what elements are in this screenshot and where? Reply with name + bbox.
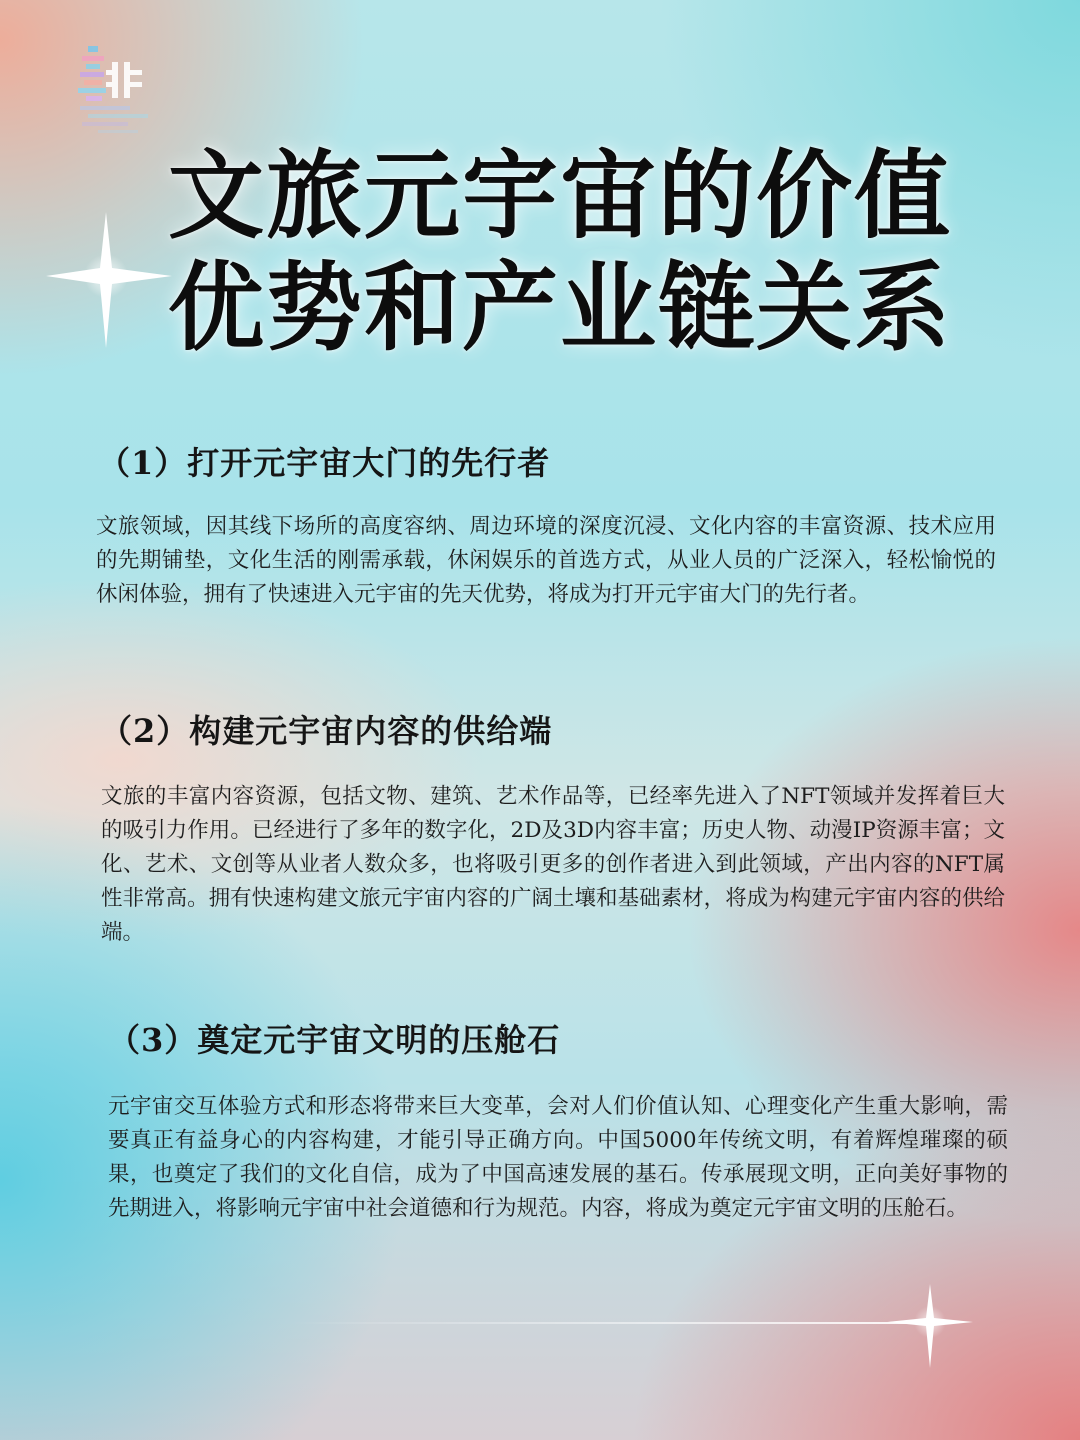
title-line-1: 文旅元宇宙的价值 — [168, 140, 952, 252]
sparkle-icon — [885, 1282, 975, 1372]
section-heading-3: （3）奠定元宇宙文明的压舱石 — [108, 1021, 561, 1059]
glitch-logo-icon — [74, 40, 184, 150]
section-heading-2: （2）构建元宇宙内容的供给端 — [100, 712, 553, 750]
title-line-2: 优势和产业链关系 — [168, 252, 952, 364]
divider-line — [290, 1322, 930, 1324]
section-body-2: 文旅的丰富内容资源，包括文物、建筑、艺术作品等，已经率先进入了NFT领域并发挥着巨大的吸引力作用。已经进行了多年的数字化，2D及3D内容丰富；历史人物、动漫IP资源丰富；文化、艺术、文创等从业者人数众多，也将吸引更多的创作者进入到此领域，产出内容的NFT属性非常高。拥有快速构建文旅元宇宙内容的广阔土壤和基础素材，将成为构建元宇宙内容的供给端。 — [101, 784, 1005, 945]
section-body-3: 元宇宙交互体验方式和形态将带来巨大变革，会对人们价值认知、心理变化产生重大影响，需要真正有益身心的内容构建，才能引导正确方向。中国5000年传统文明，有着辉煌璀璨的硕果，也奠定了我们的文化自信，成为了中国高速发展的基石。传承展现文明，正向美好事物的先期进入，将影响元宇宙中社会道德和行为规范。内容，将成为奠定元宇宙文明的压舱石。 — [108, 1094, 1008, 1221]
sparkle-icon — [44, 210, 174, 350]
page-title — [168, 140, 988, 364]
section-heading-1: （1）打开元宇宙大门的先行者 — [98, 444, 551, 482]
section-body-1: 文旅领域，因其线下场所的高度容纳、周边环境的深度沉浸、文化内容的丰富资源、技术应用的先期铺垫，文化生活的刚需承载，休闲娱乐的首选方式，从业人员的广泛深入，轻松愉悦的休闲体验，拥有了快速进入元宇宙的先天优势，将成为打开元宇宙大门的先行者。 — [96, 514, 996, 607]
